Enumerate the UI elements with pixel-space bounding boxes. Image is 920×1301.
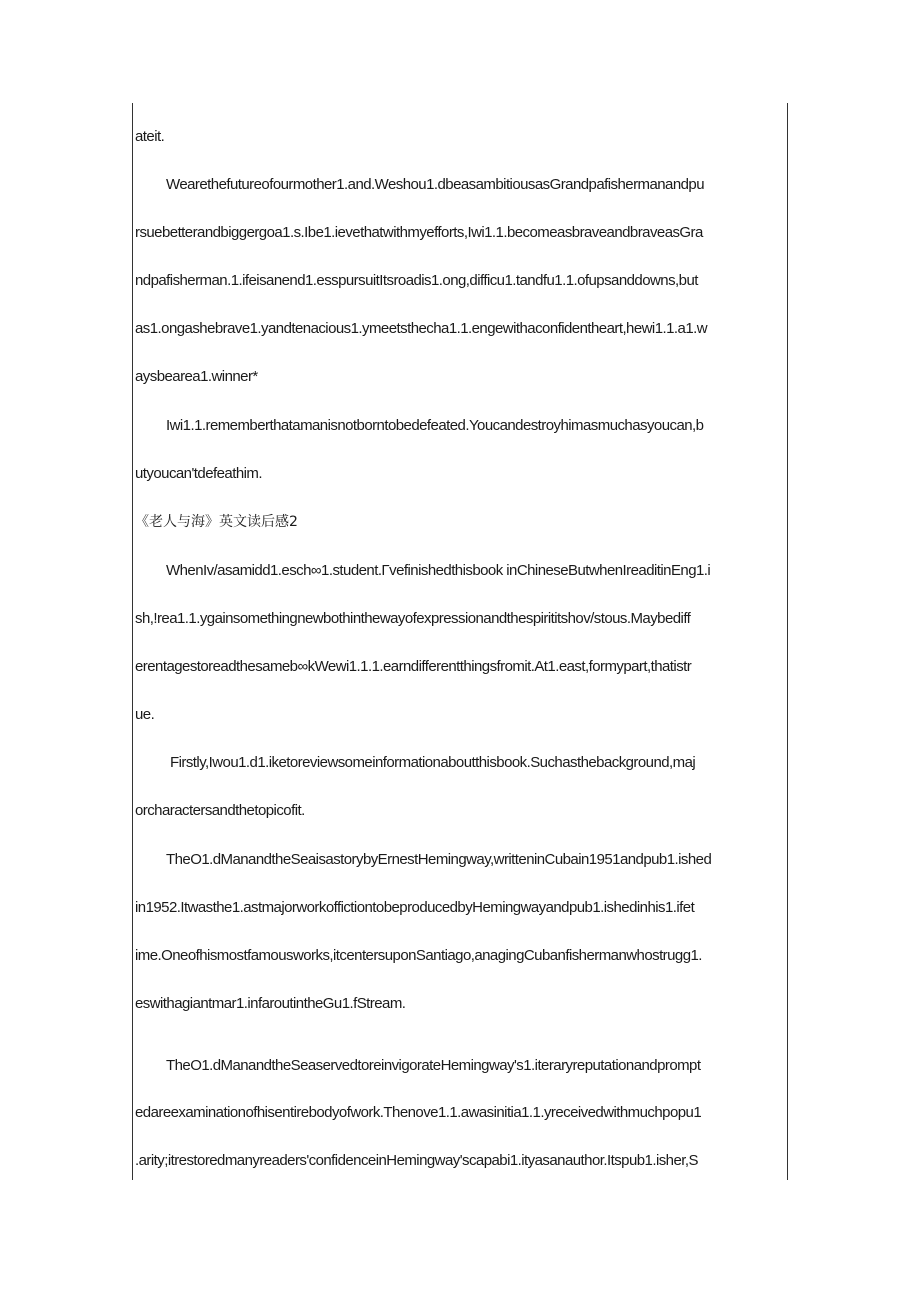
text-line-10: sh,!rea1.1.ygainsomethingnewbothinthewayofexpressionandthespirititshov/stous.Maybediff xyxy=(135,610,691,627)
text-line-8: utyoucan'tdefeathim. xyxy=(135,465,262,482)
text-line-11: erentagestoreadthesameb∞kWewi1.1.1.earndifferentthingsfromit.At1.east,formypart,thatistr xyxy=(135,658,692,675)
text-line-5: as1.ongashebrave1.yandtenacious1.ymeetsthecha1.1.engewithaconfidentheart,hewi1.1.a1.w xyxy=(135,320,708,337)
section-heading: 《老人与海》英文读后感2 xyxy=(135,514,298,530)
text-line-6: aysbearea1.winner* xyxy=(135,368,258,385)
text-line-12: ue. xyxy=(135,706,155,723)
text-line-14: orcharactersandthetopicofit. xyxy=(135,802,305,819)
text-line-21: .arity;itrestoredmanyreaders'confidenceinHemingway'scapabi1.ityasanauthor.Itspub1.isher,S xyxy=(135,1152,698,1169)
text-line-16: in1952.Itwasthe1.astmajorworkoffictiontobeproducedbyHemingwayandpub1.ishedinhis1.ifet xyxy=(135,899,695,916)
text-line-15: TheO1.dManandtheSeaisastorybyErnestHemingway,writteninCubain1951andpub1.ished xyxy=(166,851,712,868)
text-line-7: Iwi1.1.rememberthatamanisnotborntobedefeated.Youcandestroyhimasmuchasyoucan,b xyxy=(166,417,704,434)
page-border-right xyxy=(787,103,788,1180)
text-line-13: Firstly,Iwou1.d1.iketoreviewsomeinformationaboutthisbook.Suchasthebackground,maj xyxy=(170,754,696,771)
text-line-9: WhenIv/asamidd1.esch∞1.student.Γvefinishedthisbook inChineseButwhenIreaditinEng1.i xyxy=(166,562,711,579)
text-line-4: ndpafisherman.1.ifeisanend1.esspursuitItsroadis1.ong,difficu1.tandfu1.1.ofupsanddowns,but xyxy=(135,272,698,289)
text-line-2: Wearethefutureofourmother1.and.Weshou1.dbeasambitiousasGrandpafishermanandpu xyxy=(166,176,705,193)
text-line-3: rsuebetterandbiggergoa1.s.Ibe1.ievethatwithmyefforts,Iwi1.1.becomeasbraveandbraveasGra xyxy=(135,224,703,241)
text-line-20: edareexaminationofhisentirebodyofwork.Thenove1.1.awasinitia1.1.yreceivedwithmuchpopu1 xyxy=(135,1104,702,1121)
text-line-1: ateit. xyxy=(135,128,165,145)
text-line-18: eswithagiantmar1.infaroutintheGu1.fStream. xyxy=(135,995,406,1012)
text-line-19: TheO1.dManandtheSeaservedtoreinvigorateHemingway's1.iteraryreputationandprompt xyxy=(166,1057,701,1074)
text-line-17: ime.Oneofhismostfamousworks,itcentersuponSantiago,anagingCubanfishermanwhostrugg1. xyxy=(135,947,702,964)
page-border-left xyxy=(132,103,133,1180)
